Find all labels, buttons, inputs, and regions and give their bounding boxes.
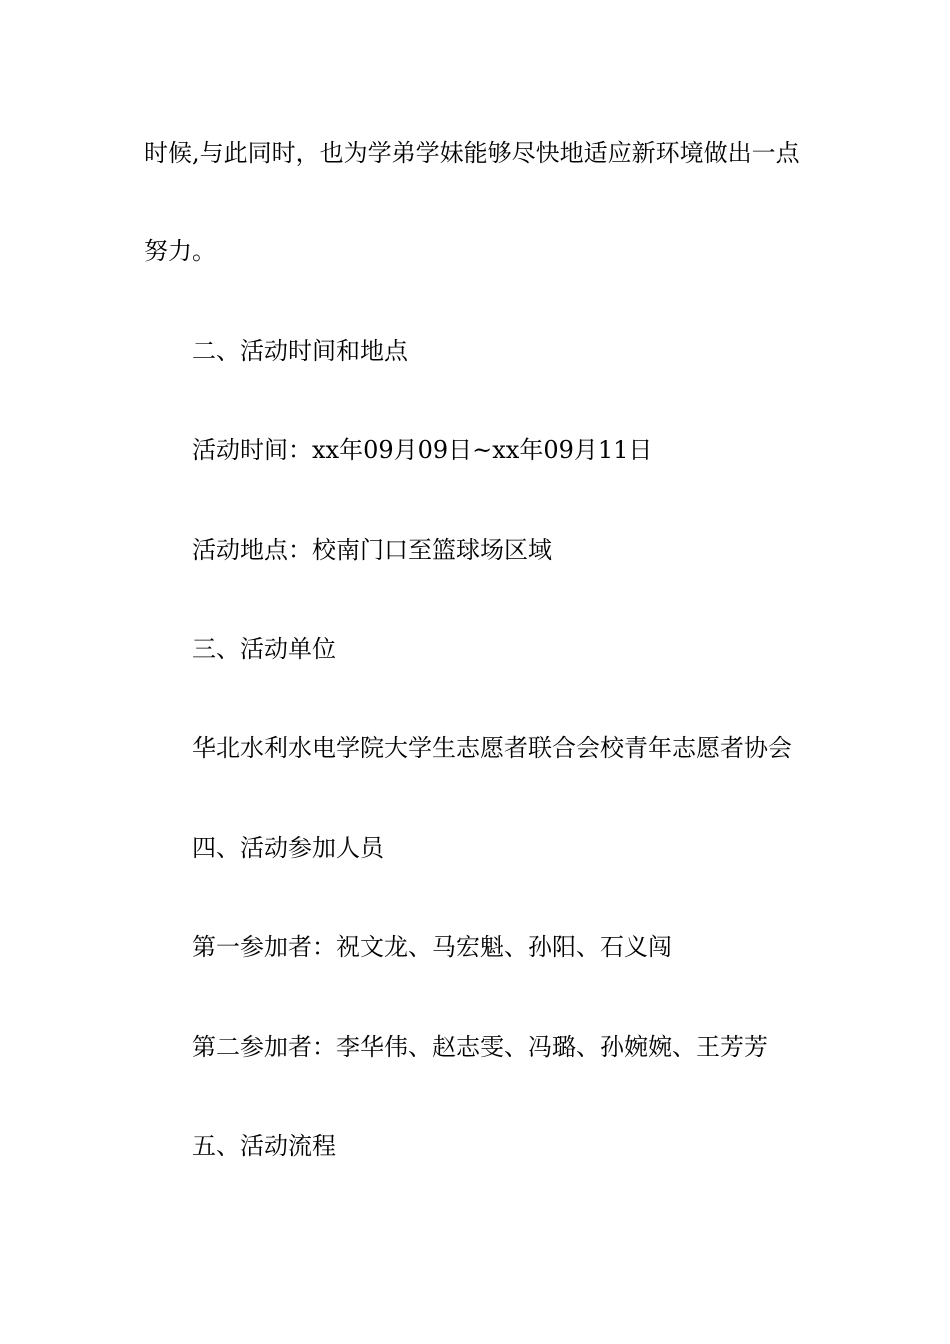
section-heading-participants: 四、活动参加人员: [192, 834, 384, 862]
section-heading-organizer: 三、活动单位: [192, 635, 336, 663]
paragraph-continuation-end: 努力。: [144, 237, 216, 265]
activity-place-line: 活动地点：校南门口至篮球场区域: [192, 536, 552, 564]
activity-time-line: 活动时间：xx年09月09日~xx年09月11日: [192, 436, 653, 464]
organizer-line: 华北水利水电学院大学生志愿者联合会校青年志愿者协会: [192, 734, 792, 762]
participants-second-line: 第二参加者：李华伟、赵志雯、冯璐、孙婉婉、王芳芳: [192, 1033, 768, 1061]
paragraph-continuation-line: 时候,与此同时，也为学弟学妹能够尽快地适应新环境做出一点: [144, 139, 800, 167]
participants-first-line: 第一参加者：祝文龙、马宏魁、孙阳、石义闯: [192, 933, 672, 961]
section-heading-process: 五、活动流程: [192, 1132, 336, 1160]
section-heading-time-place: 二、活动时间和地点: [192, 337, 408, 365]
